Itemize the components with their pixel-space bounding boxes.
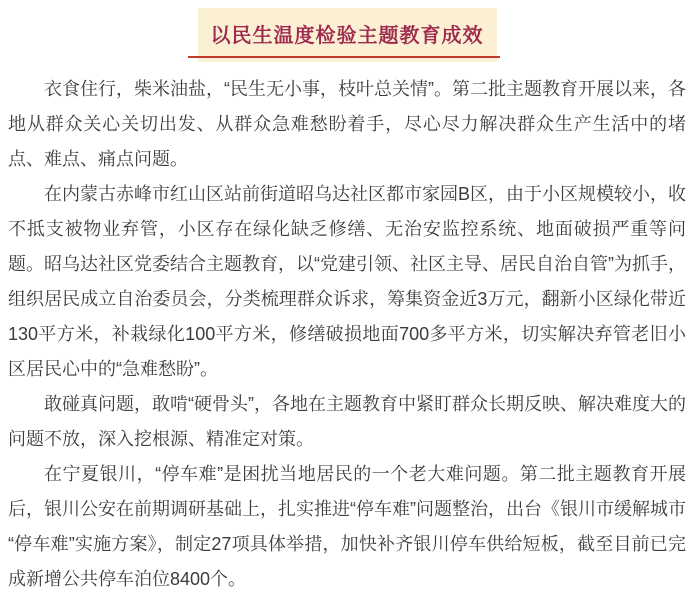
paragraph: 在内蒙古赤峰市红山区站前街道昭乌达社区都市家园B区，由于小区规模较小，收不抵支被物业弃管，小区存在绿化缺乏修缮、无治安监控系统、地面破损严重等问题。昭乌达社区党委结合主题教育，以“党建引领、社区主导、居民自治自管”为抓手，组织居民成立自治委员会，分类梳理群众诉求，筹集资金近3万元，翻新小区绿化带近130平方米，补栽绿化100平方米，修缮破损地面700多平方米，切实解决弃管老旧小区居民心中的“急难愁盼”。 [8, 184, 687, 379]
title-underline [188, 56, 500, 58]
paragraph: 衣食住行，柴米油盐，“民生无小事，枝叶总关情”。第二批主题教育开展以来，各地从群众关心关切出发、从群众急难愁盼着手，尽心尽力解决群众生产生活中的堵点、难点、痛点问题。 [8, 79, 686, 169]
title-banner [198, 8, 497, 62]
article-body [0, 72, 694, 597]
paragraph: 在宁夏银川，“停车难”是困扰当地居民的一个老大难问题。第二批主题教育开展后，银川公安在前期调研基础上，扎实推进“停车难”问题整治，出台《银川市缓解城市“停车难”实施方案》，制定27项具体举措，加快补齐银川停车供给短板，截至目前已完成新增公共停车泊位8400个。 [8, 464, 686, 589]
article-header [0, 0, 694, 62]
paragraph: 敢碰真问题，敢啃“硬骨头”，各地在主题教育中紧盯群众长期反映、解决难度大的问题不放，深入挖根源、精准定对策。 [8, 394, 686, 449]
page-title: 以民生温度检验主题教育成效 [210, 25, 484, 47]
